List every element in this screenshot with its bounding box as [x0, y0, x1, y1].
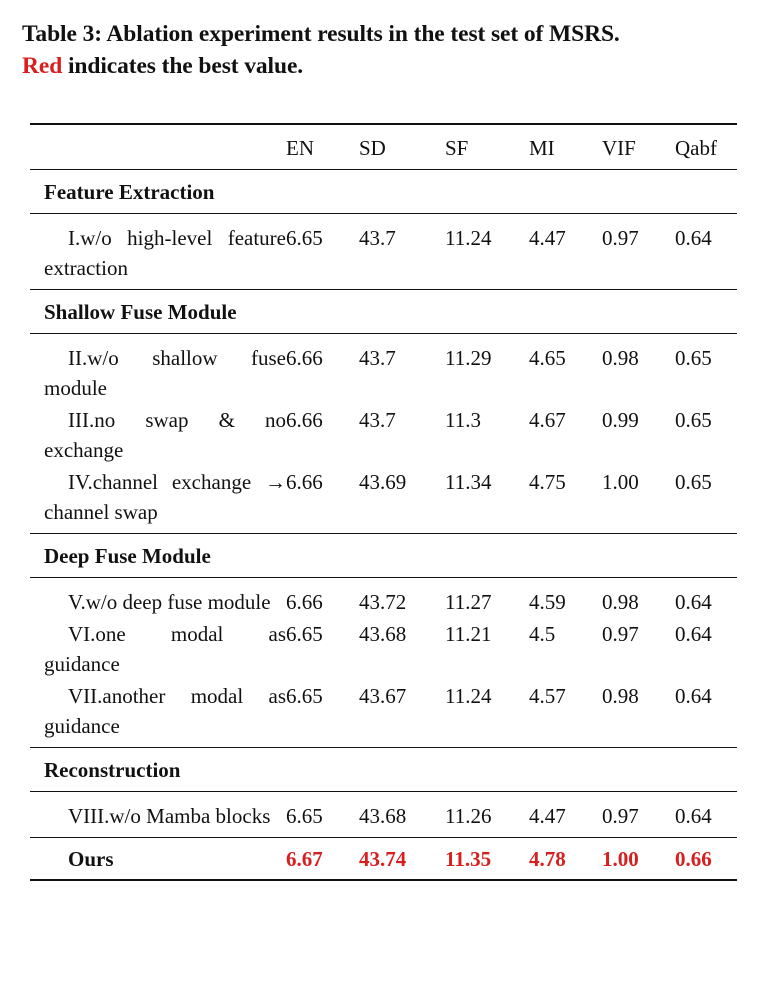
row-label-text: V.w/o deep fuse module	[68, 590, 271, 614]
table-row	[30, 403, 737, 465]
ours-row	[30, 838, 737, 881]
cell-sf: 11.26	[445, 792, 529, 838]
row-label	[30, 334, 286, 404]
cell-en: 6.65	[286, 622, 323, 646]
cell-en: 6.65	[286, 214, 359, 290]
cell-qabf: 0.65	[675, 408, 712, 432]
caption-line-1: Table 3: Ablation experiment results in the test set of MSRS.	[22, 21, 620, 47]
cell-vif: 0.97	[602, 214, 675, 290]
cell-qabf: 0.64	[675, 214, 737, 290]
ours-cell-sd: 43.74	[359, 838, 445, 881]
cell-vif: 0.97	[602, 622, 639, 646]
section-row	[30, 748, 737, 792]
ours-cell-en: 6.67	[286, 838, 359, 881]
section-title: Reconstruction	[30, 748, 737, 792]
cell-sf: 11.24	[445, 679, 529, 748]
cell-sf: 11.3	[445, 408, 481, 432]
ours-cell-qabf: 0.66	[675, 838, 737, 881]
cell-sf: 11.24	[445, 214, 529, 290]
cell-mi: 4.5	[529, 622, 556, 646]
cell-sd: 43.68	[359, 622, 407, 646]
cell-sd: 43.7	[359, 346, 396, 370]
cell-sd: 43.68	[359, 792, 445, 838]
cell-sf: 11.21	[445, 622, 492, 646]
header-empty-cell	[30, 124, 286, 170]
row-label-text: II.w/o shallow fuse module	[44, 346, 286, 400]
cell-mi: 4.75	[529, 465, 602, 534]
ours-cell-mi: 4.78	[529, 838, 602, 881]
cell-en: 6.66	[286, 408, 323, 432]
caption-line-2-rest: indicates the best value.	[62, 53, 304, 79]
section-row	[30, 170, 737, 214]
table-body	[30, 170, 737, 881]
cell-sf: 11.34	[445, 465, 529, 534]
cell-vif: 0.99	[602, 408, 639, 432]
cell-qabf: 0.65	[675, 346, 712, 370]
cell-mi: 4.65	[529, 346, 566, 370]
header-vif: VIF	[602, 124, 675, 170]
cell-qabf: 0.65	[675, 465, 737, 534]
caption-red-word: Red	[22, 53, 63, 79]
row-label-text: VI.one modal as guidance	[44, 622, 286, 676]
ablation-table	[30, 123, 737, 881]
row-label-text: VII.another modal as guidance	[44, 684, 286, 738]
row-label	[30, 578, 286, 618]
cell-sf: 11.29	[445, 346, 492, 370]
cell-mi: 4.47	[529, 792, 602, 838]
cell-en: 6.65	[286, 792, 359, 838]
cell-sf: 11.27	[445, 590, 492, 614]
cell-en: 6.65	[286, 679, 359, 748]
cell-sd: 43.72	[359, 590, 407, 614]
row-label	[30, 679, 286, 748]
ours-cell-vif: 1.00	[602, 838, 675, 881]
table-row	[30, 617, 737, 679]
table-row	[30, 578, 737, 618]
row-label	[30, 617, 286, 679]
row-label-text: I.w/o high-level feature extraction	[44, 226, 286, 280]
section-title: Shallow Fuse Module	[30, 290, 737, 334]
cell-qabf: 0.64	[675, 590, 712, 614]
table-row	[30, 679, 737, 748]
cell-vif: 0.97	[602, 792, 675, 838]
table-row	[30, 465, 737, 534]
section-row	[30, 534, 737, 578]
cell-en: 6.66	[286, 346, 323, 370]
table-row	[30, 792, 737, 838]
section-title: Feature Extraction	[30, 170, 737, 214]
header-mi: MI	[529, 124, 602, 170]
row-label	[30, 465, 286, 534]
cell-sd: 43.7	[359, 408, 396, 432]
header-row	[30, 124, 737, 170]
ours-label: Ours	[30, 838, 286, 881]
row-label-text: IV.channel exchange → channel swap	[44, 470, 286, 524]
cell-en: 6.66	[286, 465, 359, 534]
cell-qabf: 0.64	[675, 792, 737, 838]
ours-cell-sf: 11.35	[445, 838, 529, 881]
row-label-text: III.no swap & no exchange	[44, 408, 286, 462]
section-title: Deep Fuse Module	[30, 534, 737, 578]
cell-mi: 4.67	[529, 408, 566, 432]
cell-vif: 1.00	[602, 465, 675, 534]
caption-line-2	[22, 50, 752, 82]
cell-mi: 4.59	[529, 590, 566, 614]
row-label	[30, 792, 286, 838]
header-qabf: Qabf	[675, 124, 737, 170]
section-row	[30, 290, 737, 334]
cell-sd: 43.69	[359, 465, 445, 534]
cell-qabf: 0.64	[675, 622, 712, 646]
table-row	[30, 214, 737, 290]
row-label-text: VIII.w/o Mamba blocks	[68, 804, 271, 828]
cell-sd: 43.7	[359, 214, 445, 290]
cell-qabf: 0.64	[675, 679, 737, 748]
cell-vif: 0.98	[602, 346, 639, 370]
row-label	[30, 214, 286, 290]
cell-mi: 4.47	[529, 214, 602, 290]
header-sf: SF	[445, 124, 529, 170]
cell-vif: 0.98	[602, 590, 639, 614]
header-en: EN	[286, 124, 359, 170]
cell-sd: 43.67	[359, 679, 445, 748]
cell-vif: 0.98	[602, 679, 675, 748]
row-label	[30, 403, 286, 465]
header-sd: SD	[359, 124, 445, 170]
cell-mi: 4.57	[529, 679, 602, 748]
table-caption	[22, 18, 752, 82]
cell-en: 6.66	[286, 590, 323, 614]
table-row	[30, 334, 737, 404]
